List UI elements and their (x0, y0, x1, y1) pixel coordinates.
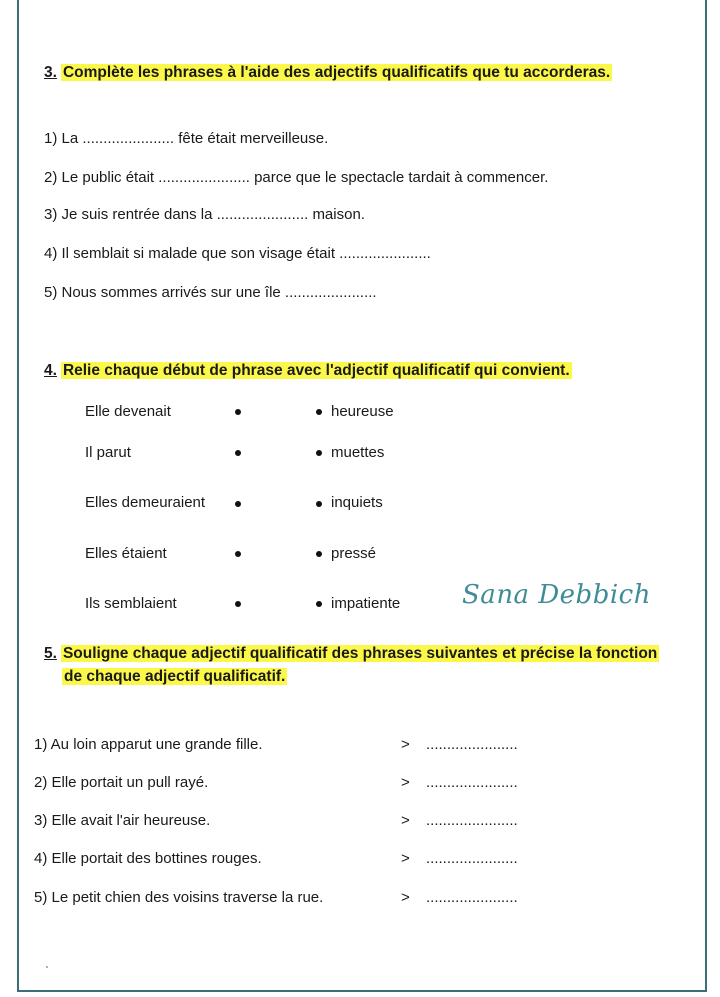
answer-blank[interactable]: ...................... (426, 889, 518, 906)
scan-speck (46, 966, 48, 968)
exercise-4-title (44, 362, 572, 380)
match-left-dot[interactable] (235, 409, 241, 415)
answer-blank[interactable]: ...................... (426, 736, 518, 753)
arrow-marker: > (401, 812, 410, 829)
exercise-5-item: 5) Le petit chien des voisins traverse la rue. (34, 889, 324, 906)
exercise-3-item: 3) Je suis rentrée dans la ...................... maison. (44, 206, 365, 223)
exercise-3-title (44, 64, 612, 82)
match-right-item: impatiente (331, 595, 401, 612)
match-left-dot[interactable] (235, 551, 241, 557)
exercise-3-item: 4) Il semblait si malade que son visage était ...................... (44, 245, 431, 262)
exercise-5-title-text-1: Souligne chaque adjectif qualificatif des phrases suivantes et précise la fonction (62, 645, 658, 662)
exercise-5-number: 5. (44, 645, 57, 662)
exercise-3-item: 5) Nous sommes arrivés sur une île ...................... (44, 284, 377, 301)
match-left-dot[interactable] (235, 450, 241, 456)
answer-blank[interactable]: ...................... (426, 812, 518, 829)
arrow-marker: > (401, 850, 410, 867)
match-right-dot[interactable] (316, 551, 322, 557)
match-left-dot[interactable] (235, 501, 241, 507)
arrow-marker: > (401, 774, 410, 791)
author-signature: Sana Debbich (462, 580, 651, 610)
exercise-5-item: 4) Elle portait des bottines rouges. (34, 850, 262, 867)
exercise-5-item: 3) Elle avait l'air heureuse. (34, 812, 211, 829)
exercise-5-item: 1) Au loin apparut une grande fille. (34, 736, 263, 753)
match-left-item: Il parut (85, 444, 131, 461)
match-left-dot[interactable] (235, 601, 241, 607)
match-right-item: pressé (331, 545, 377, 562)
exercise-5-item: 2) Elle portait un pull rayé. (34, 774, 209, 791)
exercise-3-number: 3. (44, 64, 57, 81)
exercise-3-title-text: Complète les phrases à l'aide des adjectifs qualificatifs que tu accorderas. (62, 64, 611, 81)
match-right-dot[interactable] (316, 409, 322, 415)
match-left-item: Elles étaient (85, 545, 167, 562)
match-left-item: Elles demeuraient (85, 494, 206, 511)
match-right-item: muettes (331, 444, 385, 461)
answer-blank[interactable]: ...................... (426, 774, 518, 791)
match-right-dot[interactable] (316, 501, 322, 507)
arrow-marker: > (401, 736, 410, 753)
match-left-item: Elle devenait (85, 403, 171, 420)
exercise-4-title-text: Relie chaque début de phrase avec l'adjectif qualificatif qui convient. (62, 362, 570, 379)
match-right-item: inquiets (331, 494, 383, 511)
match-right-dot[interactable] (316, 601, 322, 607)
exercise-3-item: 2) Le public était ...................... parce que le spectacle tardait à commencer. (44, 169, 549, 186)
exercise-4-number: 4. (44, 362, 57, 379)
answer-blank[interactable]: ...................... (426, 850, 518, 867)
exercise-5-title-line2 (62, 668, 287, 686)
match-right-item: heureuse (331, 403, 394, 420)
exercise-5-title-text-2: de chaque adjectif qualificatif. (64, 668, 286, 685)
arrow-marker: > (401, 889, 410, 906)
match-right-dot[interactable] (316, 450, 322, 456)
match-left-item: Ils semblaient (85, 595, 177, 612)
exercise-3-item: 1) La ...................... fête était merveilleuse. (44, 130, 329, 147)
exercise-5-title-line1 (44, 645, 659, 663)
